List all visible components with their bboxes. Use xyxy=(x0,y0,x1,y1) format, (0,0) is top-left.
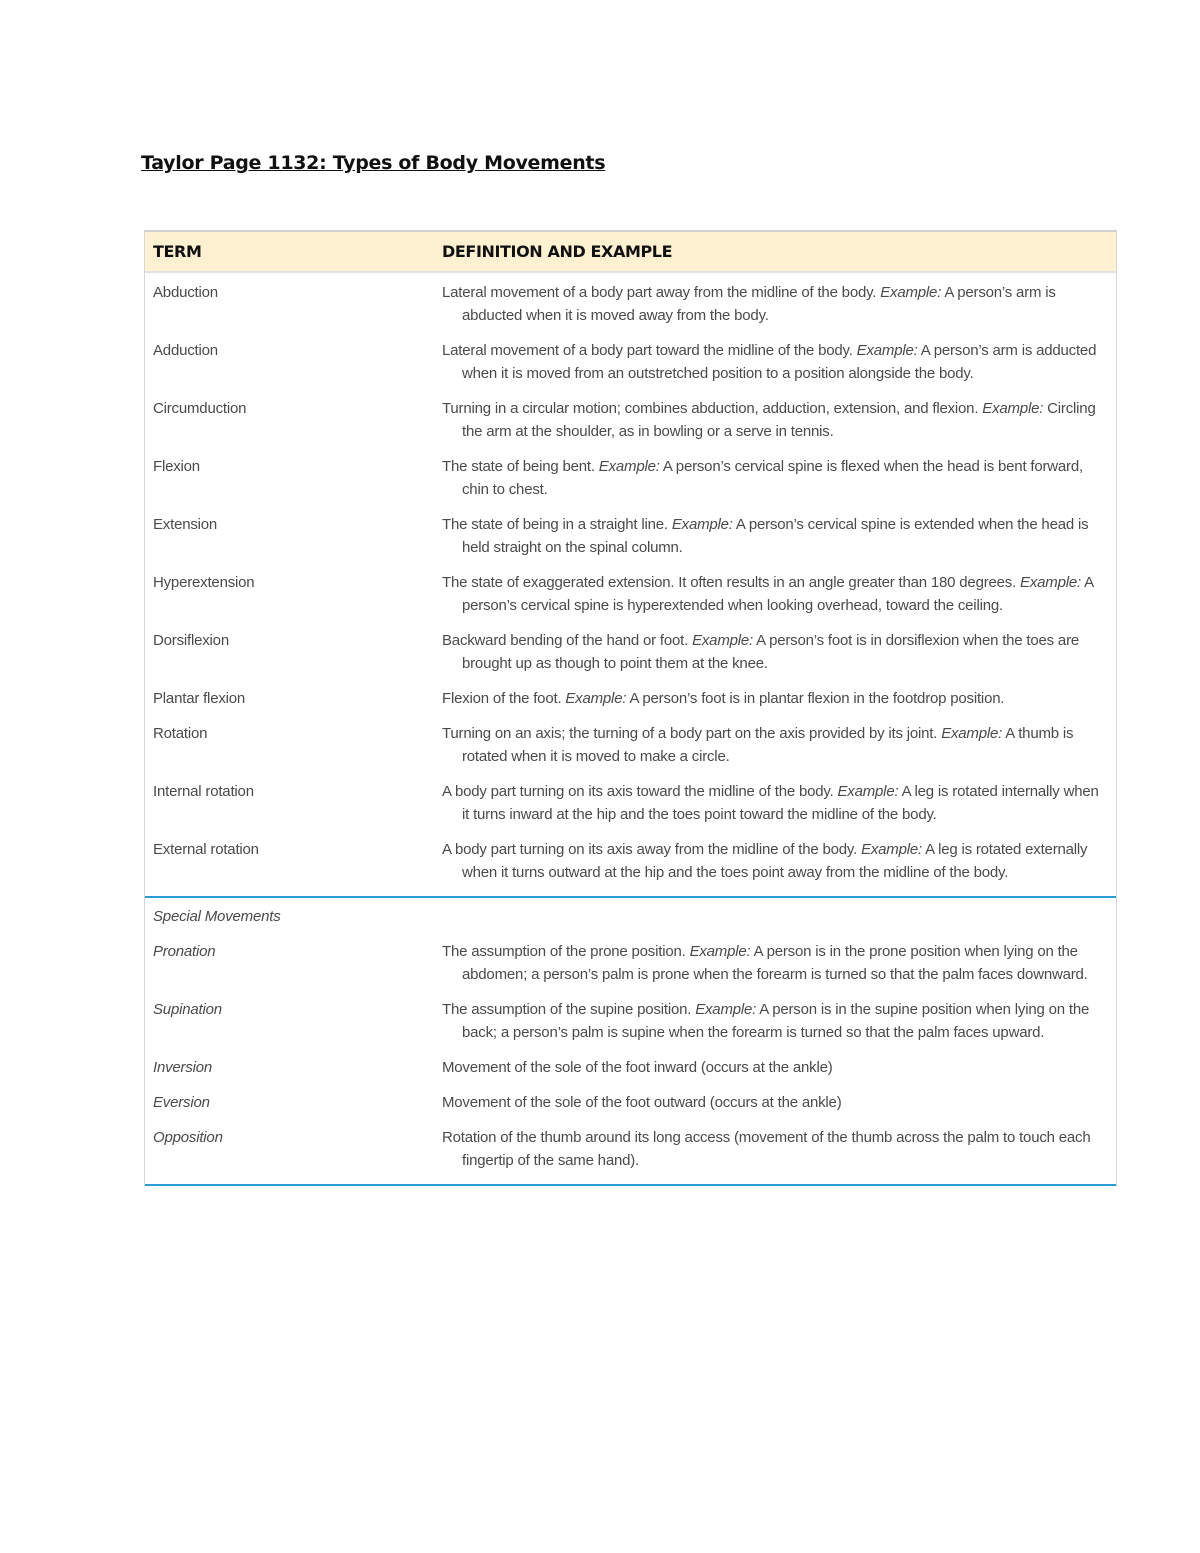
table-row xyxy=(145,455,1116,501)
term-cell: Rotation xyxy=(153,725,208,742)
example-label: Example: xyxy=(695,1001,757,1018)
term-cell: External rotation xyxy=(153,841,259,858)
example-label: Example: xyxy=(880,284,942,301)
table-row xyxy=(145,339,1116,385)
example-label: Example: xyxy=(598,458,660,475)
example-label: Example: xyxy=(941,725,1003,742)
definition-text: Lateral movement of a body part away from the midline of the body. xyxy=(442,284,877,301)
table-header xyxy=(145,230,1116,273)
table-row xyxy=(145,397,1116,443)
special-heading-row xyxy=(145,905,1116,928)
definition-text: Movement of the sole of the foot inward (occurs at the ankle) xyxy=(442,1059,833,1076)
example-text: A leg is rotated externally when it turns outward at the hip and the toes point away from the midline of the body. xyxy=(462,841,1088,881)
definition-cell xyxy=(442,940,1116,986)
definition-cell xyxy=(442,780,1116,826)
definition-text: The assumption of the supine position. xyxy=(442,1001,692,1018)
example-label: Example: xyxy=(671,516,733,533)
example-text: A person’s foot is in plantar flexion in the footdrop position. xyxy=(629,690,1005,707)
example-label: Example: xyxy=(565,690,627,707)
example-label: Example: xyxy=(689,943,751,960)
example-text: Circling the arm at the shoulder, as in bowling or a serve in tennis. xyxy=(462,400,1096,440)
table-row xyxy=(145,513,1116,559)
term-cell: Plantar flexion xyxy=(153,690,246,707)
term-cell: Flexion xyxy=(153,458,200,475)
example-text: A person’s foot is in dorsiflexion when the toes are brought up as though to point them at the knee. xyxy=(462,632,1080,672)
definition-cell xyxy=(442,629,1116,675)
example-text: A person’s arm is adducted when it is moved from an outstretched position to a position alongside the body. xyxy=(462,342,1097,382)
term-cell: Opposition xyxy=(153,1129,223,1146)
example-label: Example: xyxy=(837,783,899,800)
example-text: A person’s arm is abducted when it is moved away from the body. xyxy=(462,284,1056,324)
table-row xyxy=(145,940,1116,986)
definition-text: Lateral movement of a body part toward the midline of the body. xyxy=(442,342,853,359)
term-cell: Hyperextension xyxy=(153,574,255,591)
definition-text: A body part turning on its axis away from the midline of the body. xyxy=(442,841,858,858)
definition-cell xyxy=(442,998,1116,1044)
example-label: Example: xyxy=(856,342,918,359)
table-row xyxy=(145,571,1116,617)
definition-text: Movement of the sole of the foot outward (occurs at the ankle) xyxy=(442,1094,842,1111)
definition-cell xyxy=(442,722,1116,768)
definition-text: The state of being in a straight line. xyxy=(442,516,668,533)
definition-cell xyxy=(442,1126,1116,1172)
example-label: Example: xyxy=(982,400,1044,417)
special-rows xyxy=(145,940,1116,1172)
example-text: A person’s cervical spine is hyperextended when looking overhead, toward the ceiling. xyxy=(462,574,1094,614)
body-movements-table xyxy=(144,230,1117,1186)
definition-cell xyxy=(442,1091,1116,1114)
table-row xyxy=(145,838,1116,884)
special-heading: Special Movements xyxy=(153,908,281,925)
example-label: Example: xyxy=(861,841,922,858)
special-movements-section xyxy=(145,898,1116,1172)
definition-cell xyxy=(442,1056,1116,1079)
definition-text: Turning in a circular motion; combines abduction, adduction, extension, and flexion. xyxy=(442,400,979,417)
example-label: Example: xyxy=(692,632,754,649)
term-cell: Supination xyxy=(153,1001,222,1018)
definition-cell xyxy=(442,397,1116,443)
definition-text: Backward bending of the hand or foot. xyxy=(442,632,689,649)
definition-text: Rotation of the thumb around its long access (movement of the thumb across the palm to touch each fingertip of the same hand). xyxy=(442,1129,1091,1169)
term-cell: Inversion xyxy=(153,1059,213,1076)
term-cell: Internal rotation xyxy=(153,783,254,800)
table-row xyxy=(145,629,1116,675)
table-row xyxy=(145,687,1116,710)
definition-text: Flexion of the foot. xyxy=(442,690,562,707)
term-cell: Extension xyxy=(153,516,218,533)
example-text: A person’s cervical spine is extended when the head is held straight on the spinal column. xyxy=(462,516,1089,556)
example-text: A thumb is rotated when it is moved to make a circle. xyxy=(462,725,1074,765)
example-text: A person is in the supine position when lying on the back; a person’s palm is supine when the forearm is turned so that the palm faces upward. xyxy=(462,1001,1090,1041)
term-cell: Eversion xyxy=(153,1094,210,1111)
table-body xyxy=(145,273,1116,884)
definition-text: The assumption of the prone position. xyxy=(442,943,686,960)
definition-text: Turning on an axis; the turning of a body part on the axis provided by its joint. xyxy=(442,725,938,742)
definition-cell xyxy=(442,571,1116,617)
term-cell: Dorsiflexion xyxy=(153,632,229,649)
definition-cell xyxy=(442,281,1116,327)
table-row xyxy=(145,281,1116,327)
table-row xyxy=(145,722,1116,768)
definition-text: A body part turning on its axis toward the midline of the body. xyxy=(442,783,834,800)
term-cell: Abduction xyxy=(153,284,218,301)
term-cell: Pronation xyxy=(153,943,216,960)
definition-cell xyxy=(442,339,1116,385)
definition-cell xyxy=(442,455,1116,501)
table-bottom-rule xyxy=(145,1184,1116,1186)
definition-text: The state of exaggerated extension. It often results in an angle greater than 180 degrees. xyxy=(442,574,1017,591)
page-title: Taylor Page 1132: Types of Body Movements xyxy=(141,152,606,174)
example-text: A leg is rotated internally when it turns inward at the hip and the toes point toward the midline of the body. xyxy=(462,783,1099,823)
definition-cell xyxy=(442,687,1116,710)
term-cell: Circumduction xyxy=(153,400,247,417)
example-label: Example: xyxy=(1020,574,1081,591)
table-row xyxy=(145,1091,1116,1114)
table-row xyxy=(145,1126,1116,1172)
definition-cell xyxy=(442,838,1116,884)
definition-cell xyxy=(442,513,1116,559)
table-row xyxy=(145,780,1116,826)
definition-text: The state of being bent. xyxy=(442,458,595,475)
table-row xyxy=(145,1056,1116,1079)
header-term: TERM xyxy=(153,242,202,261)
table-row xyxy=(145,998,1116,1044)
example-text: A person is in the prone position when lying on the abdomen; a person’s palm is prone when the forearm is turned so that the palm faces downward. xyxy=(462,943,1088,983)
header-definition: DEFINITION AND EXAMPLE xyxy=(442,242,673,261)
example-text: A person’s cervical spine is flexed when the head is bent forward, chin to chest. xyxy=(462,458,1083,498)
term-cell: Adduction xyxy=(153,342,218,359)
